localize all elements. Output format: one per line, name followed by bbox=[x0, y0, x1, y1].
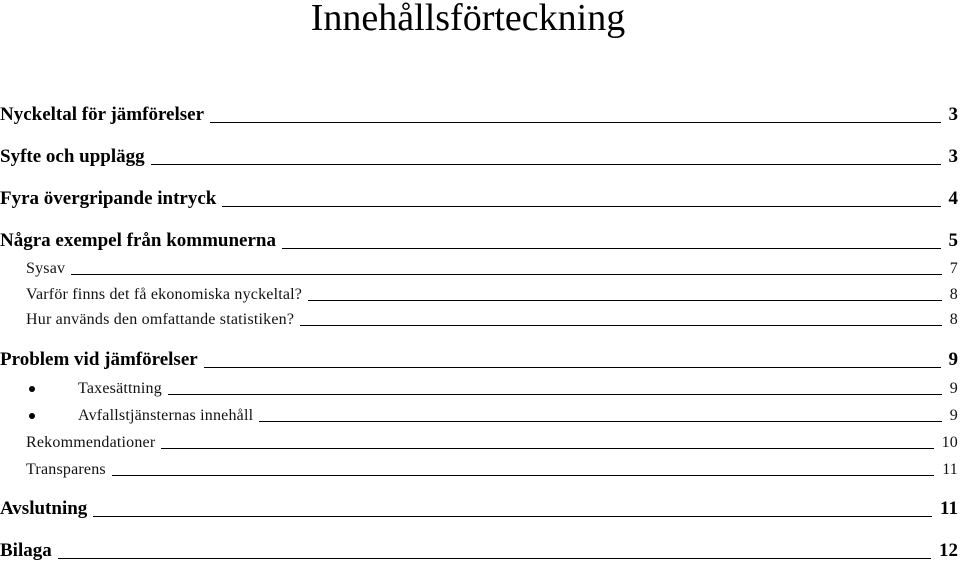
bullet-icon bbox=[29, 386, 35, 392]
dot-leader bbox=[210, 122, 941, 123]
page-title: Innehållsförteckning bbox=[310, 0, 626, 39]
toc-entry-label: Fyra övergripande intryck bbox=[0, 188, 217, 209]
toc-entry-page: 11 bbox=[940, 498, 958, 519]
dot-leader bbox=[168, 394, 942, 395]
toc-entry-label: Rekommendationer bbox=[26, 434, 156, 451]
toc-entry-label: Bilaga bbox=[0, 540, 52, 561]
toc-entry-page: 3 bbox=[948, 146, 958, 167]
toc-entry-label: Nyckeltal för jämförelser bbox=[0, 104, 204, 125]
dot-leader bbox=[204, 367, 941, 368]
dot-leader bbox=[161, 448, 933, 449]
toc-entry[interactable] bbox=[0, 230, 958, 252]
toc-entry[interactable] bbox=[0, 498, 958, 520]
toc-entry-page: 10 bbox=[941, 434, 958, 451]
toc-entry-page: 8 bbox=[949, 311, 958, 328]
toc-entry-page: 12 bbox=[939, 540, 958, 561]
toc-entry-label: Syfte och upplägg bbox=[0, 146, 145, 167]
dot-leader bbox=[308, 300, 942, 301]
toc-subentry[interactable] bbox=[0, 285, 958, 304]
toc-entry[interactable] bbox=[0, 146, 958, 168]
toc-entry-label: Avfallstjänsternas innehåll bbox=[78, 407, 254, 424]
toc-subentry[interactable] bbox=[0, 460, 958, 479]
toc-entry-label: Varför finns det få ekonomiska nyckeltal? bbox=[26, 286, 303, 303]
toc-entry-page: 11 bbox=[942, 461, 958, 478]
dot-leader bbox=[300, 325, 942, 326]
toc-entry[interactable] bbox=[0, 540, 958, 562]
bullet-icon bbox=[29, 413, 35, 419]
dot-leader bbox=[71, 274, 942, 275]
toc-entry-label: Några exempel från kommunerna bbox=[0, 230, 276, 251]
toc-entry-page: 3 bbox=[948, 104, 958, 125]
dot-leader bbox=[282, 248, 941, 249]
toc-entry[interactable] bbox=[0, 349, 958, 371]
dot-leader bbox=[259, 421, 942, 422]
toc-entry-label: Problem vid jämförelser bbox=[0, 349, 198, 370]
toc-subentry[interactable] bbox=[0, 379, 958, 398]
dot-leader bbox=[222, 206, 940, 207]
toc-entry[interactable] bbox=[0, 188, 958, 210]
toc-entry-page: 7 bbox=[949, 260, 958, 277]
toc-subentry[interactable] bbox=[0, 259, 958, 278]
toc-entry-label: Taxesättning bbox=[78, 380, 162, 397]
toc-entry-page: 5 bbox=[948, 230, 958, 251]
toc-subentry[interactable] bbox=[0, 310, 958, 329]
toc-entry-label: Sysav bbox=[26, 260, 66, 277]
dot-leader bbox=[112, 475, 934, 476]
toc-entry-page: 9 bbox=[949, 380, 958, 397]
dot-leader bbox=[58, 558, 931, 559]
toc-entry-page: 9 bbox=[948, 349, 958, 370]
dot-leader bbox=[93, 516, 932, 517]
toc-entry-page: 4 bbox=[948, 188, 958, 209]
toc-entry[interactable] bbox=[0, 104, 958, 126]
toc-entry-page: 8 bbox=[949, 286, 958, 303]
toc-entry-label: Hur används den omfattande statistiken? bbox=[26, 311, 295, 328]
dot-leader bbox=[151, 164, 941, 165]
toc-entry-label: Transparens bbox=[26, 461, 106, 478]
toc-entry-label: Avslutning bbox=[0, 498, 88, 519]
toc-subentry[interactable] bbox=[0, 433, 958, 452]
toc-subentry[interactable] bbox=[0, 406, 958, 425]
toc-entry-page: 9 bbox=[949, 407, 958, 424]
